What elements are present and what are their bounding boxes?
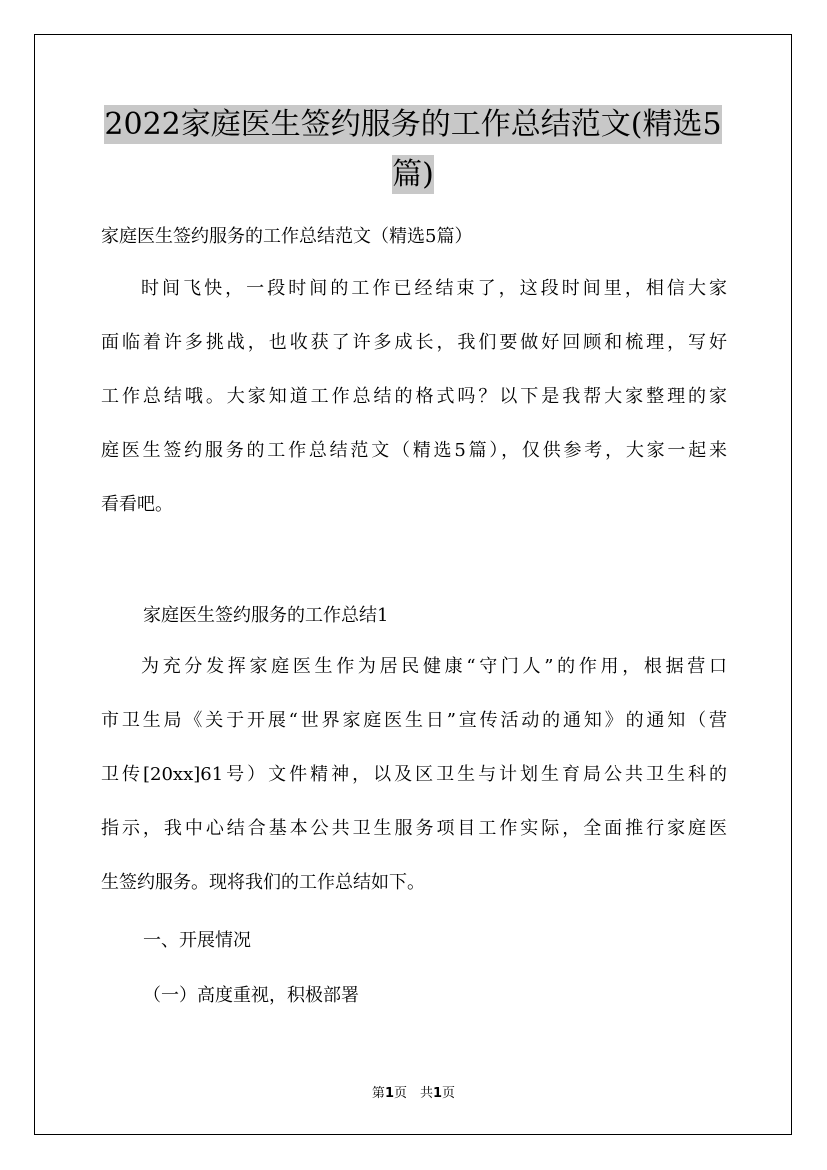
intro-line: 庭医生签约服务的工作总结范文（精选5篇），仅供参考，大家一起来 — [101, 440, 727, 461]
title-line-1: 2022家庭医生签约服务的工作总结范文(精选5 — [104, 107, 722, 142]
footer-suffix: 页 — [442, 1086, 456, 1101]
section1-line: 卫传[20xx]61号）文件精神，以及区卫生与计划生育局公共卫生科的 — [101, 764, 727, 785]
heading-one-sub: （一）高度重视，积极部署 — [143, 985, 359, 1006]
document-title — [60, 100, 766, 200]
section1-line: 市卫生局《关于开展“世界家庭医生日”宣传活动的通知》的通知（营 — [101, 710, 727, 731]
section-heading: 家庭医生签约服务的工作总结1 — [143, 605, 389, 626]
title-line-2: 篇) — [392, 157, 434, 192]
intro-line: 时间飞快，一段时间的工作已经结束了，这段时间里，相信大家 — [141, 278, 727, 299]
footer-mid: 页 共 — [393, 1086, 433, 1101]
page-footer — [0, 1082, 827, 1101]
intro-line: 看看吧。 — [101, 494, 173, 515]
intro-line: 工作总结哦。大家知道工作总结的格式吗？以下是我帮大家整理的家 — [101, 386, 727, 407]
intro-line: 面临着许多挑战，也收获了许多成长，我们要做好回顾和梳理，写好 — [101, 332, 727, 353]
footer-current-page: 1 — [384, 1086, 394, 1101]
footer-total-pages: 1 — [433, 1086, 443, 1101]
section1-line: 生签约服务。现将我们的工作总结如下。 — [101, 872, 425, 893]
intro-paragraph — [101, 262, 727, 532]
heading-one: 一、开展情况 — [143, 930, 251, 951]
section1-paragraph — [101, 640, 727, 910]
footer-prefix: 第 — [371, 1086, 385, 1101]
section1-line: 为充分发挥家庭医生作为居民健康“守门人”的作用，根据营口 — [141, 656, 727, 677]
document-subtitle: 家庭医生签约服务的工作总结范文（精选5篇） — [101, 226, 473, 247]
section1-line: 指示，我中心结合基本公共卫生服务项目工作实际，全面推行家庭医 — [101, 818, 727, 839]
